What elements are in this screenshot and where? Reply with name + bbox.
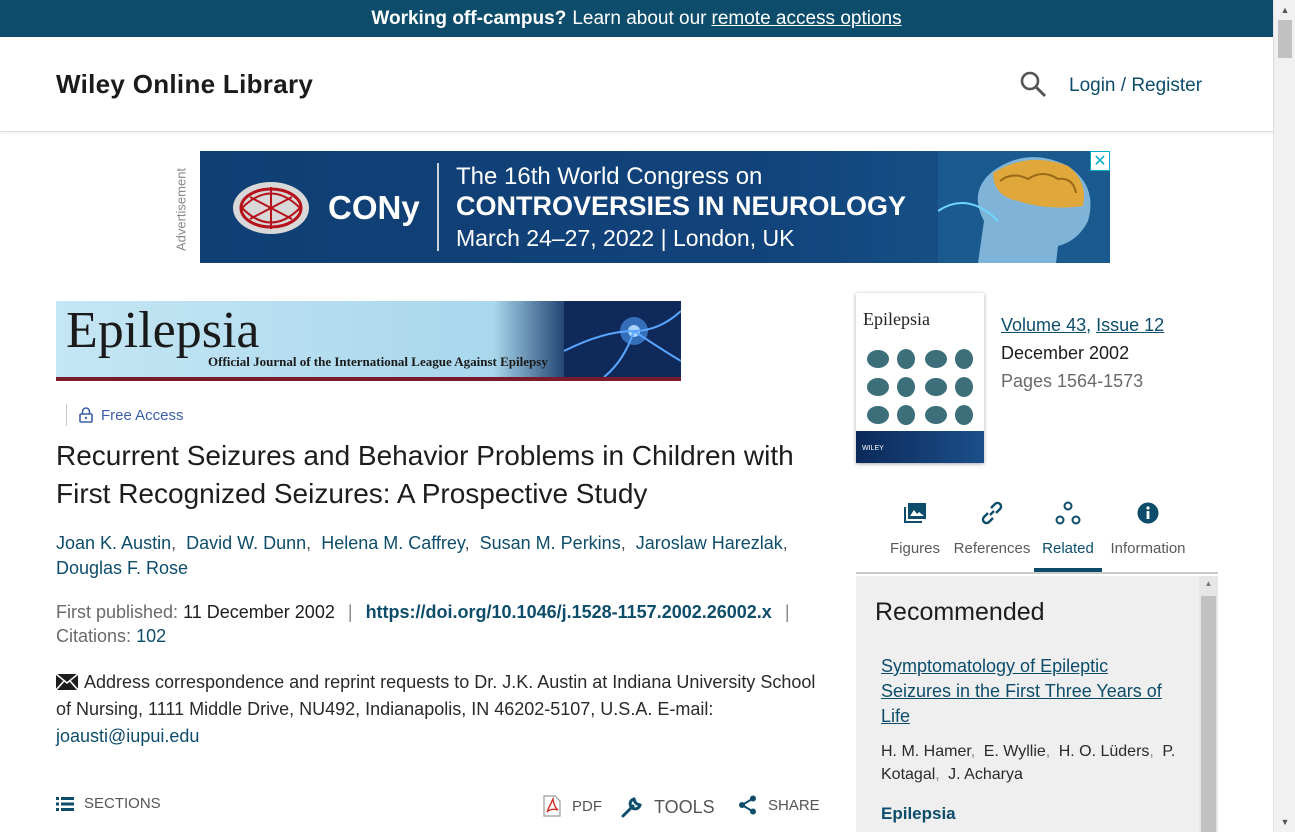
meta-divider: | xyxy=(347,602,353,622)
recommended-author: E. Wyllie xyxy=(983,743,1046,760)
banner-text: Learn about our xyxy=(572,7,707,29)
tab-information-label: Information xyxy=(1110,540,1186,557)
tab-figures[interactable] xyxy=(884,495,946,574)
share-label: SHARE xyxy=(768,796,820,814)
pdf-icon xyxy=(542,795,562,817)
recommended-author: H. M. Hamer xyxy=(881,743,971,760)
citations-label: Citations: xyxy=(56,626,132,646)
correspondence-note xyxy=(56,669,816,750)
sections-button[interactable] xyxy=(56,795,161,812)
email-link[interactable]: joausti@iupui.edu xyxy=(56,726,200,746)
first-published-date: 11 December 2002 xyxy=(183,602,335,622)
site-header xyxy=(0,37,1273,132)
issue-cover[interactable] xyxy=(856,293,984,463)
neuron-graphic-icon xyxy=(564,301,681,377)
page-scrollbar[interactable] xyxy=(1273,0,1295,832)
author-separator: , xyxy=(782,533,788,553)
article-title: Recurrent Seizures and Behavior Problems in Children with First Recognized Seizures: A Prospective Study xyxy=(56,440,794,509)
scroll-up-arrow-icon[interactable]: ▲ xyxy=(1280,5,1290,15)
journal-banner[interactable] xyxy=(56,301,681,381)
ad-line-3: March 24–27, 2022 | London, UK xyxy=(456,225,795,251)
site-logo[interactable]: Wiley Online Library xyxy=(56,69,314,99)
tab-related-label: Related xyxy=(1042,540,1094,557)
head-illustration-icon xyxy=(938,151,1110,263)
cover-footer xyxy=(856,431,984,463)
volume-label: Volume xyxy=(1001,315,1062,335)
cover-title: Epilepsia xyxy=(863,309,930,329)
recommended-journal-link[interactable]: Epilepsia xyxy=(881,804,956,823)
author-separator: , xyxy=(171,533,177,553)
author-link[interactable]: Helena M. Caffrey xyxy=(321,533,465,553)
pdf-label: PDF xyxy=(572,797,602,815)
recommended-scroll-thumb[interactable] xyxy=(1201,596,1216,832)
share-button[interactable] xyxy=(738,795,820,815)
publication-meta xyxy=(56,600,821,648)
volume-number: 43 xyxy=(1066,315,1087,335)
recommended-article-link[interactable]: Symptomatology of Epileptic Seizures in the First Three Years of Life xyxy=(881,656,1162,726)
citations-link[interactable]: 102 xyxy=(136,626,167,646)
wrench-icon xyxy=(620,795,644,819)
image-icon xyxy=(904,503,926,523)
list-icon xyxy=(56,796,74,812)
pdf-button[interactable] xyxy=(542,795,602,817)
issue-number: 12 xyxy=(1144,315,1165,335)
issue-pages: Pages 1564-1573 xyxy=(1001,371,1144,391)
journal-subtitle: Official Journal of the International League Against Epilepsy xyxy=(208,354,548,369)
brain-scans-icon xyxy=(864,347,976,427)
journal-title: Epilepsia xyxy=(66,302,260,359)
unlock-icon xyxy=(79,407,93,423)
author-link[interactable]: Jaroslaw Harezlak xyxy=(635,533,783,553)
article-toolbar xyxy=(56,795,821,825)
tab-information[interactable] xyxy=(1106,495,1190,574)
author-link[interactable]: Douglas F. Rose xyxy=(56,558,189,578)
free-access-badge xyxy=(66,404,184,426)
close-ad-icon[interactable]: ✕ xyxy=(1090,151,1110,171)
envelope-icon xyxy=(56,674,78,690)
issue-label: Issue xyxy=(1096,315,1140,335)
ad-brand: CONy xyxy=(328,189,420,226)
issue-info xyxy=(1001,311,1164,395)
related-icon xyxy=(1055,501,1081,525)
recommended-scrollbar[interactable] xyxy=(1199,576,1218,832)
advertisement-label xyxy=(174,160,188,262)
remote-access-link[interactable]: remote access options xyxy=(711,7,902,29)
tab-related[interactable] xyxy=(1034,495,1102,572)
link-icon xyxy=(979,500,1005,526)
author-separator: , xyxy=(306,533,312,553)
brain-logo-icon xyxy=(230,179,312,237)
author-link[interactable]: David W. Dunn xyxy=(186,533,307,553)
meta-divider: | xyxy=(784,602,790,622)
tab-references[interactable] xyxy=(952,495,1032,574)
free-access-label: Free Access xyxy=(101,406,184,424)
correspondence-text: Address correspondence and reprint requests to Dr. J.K. Austin at Indiana University School of Nursing, 1111 Middle Drive, NU492, Indianapolis, IN 46202-5107, U.S.A. E-mail: xyxy=(56,672,816,719)
first-published-label: First published: xyxy=(56,602,179,622)
sidebar-tabs xyxy=(856,495,1218,574)
issue-link[interactable] xyxy=(1096,315,1164,335)
recommended-author: P. Kotagal xyxy=(881,743,1176,783)
author-link[interactable]: Susan M. Perkins xyxy=(479,533,621,553)
advertisement-banner[interactable] xyxy=(200,151,1110,263)
author-separator: , xyxy=(464,533,470,553)
recommended-heading: Recommended xyxy=(875,598,1045,626)
tools-label: TOOLS xyxy=(654,796,715,817)
author-list xyxy=(56,531,821,581)
volume-link[interactable]: Volume 43, xyxy=(1001,315,1092,335)
tab-references-label: References xyxy=(953,540,1031,557)
author-separator: , xyxy=(620,533,626,553)
search-icon[interactable] xyxy=(1019,70,1047,98)
tools-button[interactable] xyxy=(620,795,715,819)
info-icon xyxy=(1137,502,1159,524)
ad-line-1: The 16th World Congress on xyxy=(456,163,763,190)
recommended-panel xyxy=(856,576,1218,832)
doi-link[interactable]: https://doi.org/10.1046/j.1528-1157.2002.26002.x xyxy=(365,602,772,622)
recommended-authors: H. M. Hamer, E. Wyllie, H. O. Lüders, P. Kotagal, J. Acharya xyxy=(881,743,1176,783)
ad-line-2: CONTROVERSIES IN NEUROLOGY xyxy=(456,191,907,221)
tab-figures-label: Figures xyxy=(889,540,941,557)
scroll-down-arrow-icon[interactable]: ▼ xyxy=(1280,817,1290,827)
login-register-link[interactable]: Login / Register xyxy=(1069,75,1203,96)
access-banner xyxy=(0,0,1273,37)
banner-bold: Working off-campus? xyxy=(371,7,567,29)
recommended-author: J. Acharya xyxy=(948,766,1023,783)
scroll-up-arrow-icon[interactable]: ▲ xyxy=(1204,579,1213,588)
share-icon xyxy=(738,795,758,815)
sections-label: SECTIONS xyxy=(84,795,161,812)
recommended-author: H. O. Lüders xyxy=(1058,743,1150,760)
author-link[interactable]: Joan K. Austin xyxy=(56,533,172,553)
advertisement-label-text: Advertisement xyxy=(173,167,189,252)
ad-separator xyxy=(437,163,439,251)
scroll-thumb[interactable] xyxy=(1278,20,1292,58)
cover-publisher: WILEY xyxy=(862,445,884,452)
issue-date: December 2002 xyxy=(1001,343,1130,363)
